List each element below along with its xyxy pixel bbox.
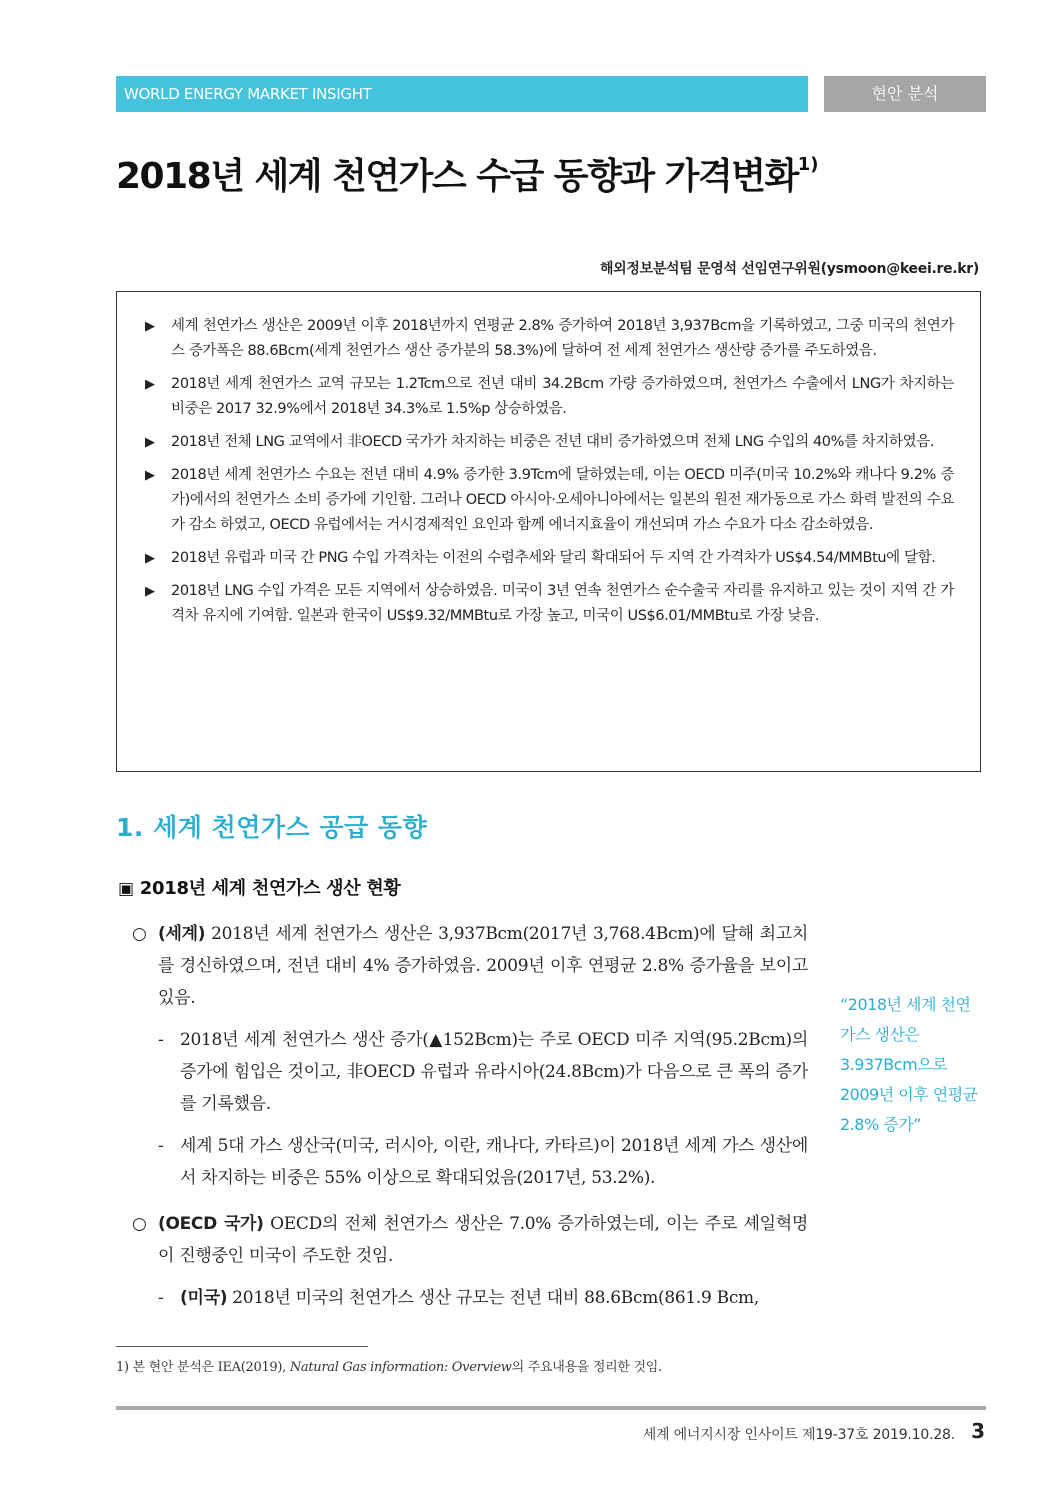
summary-item [145, 430, 954, 455]
body-paragraph-oecd [130, 1208, 808, 1272]
footnote-suffix: 의 주요내용을 정리한 것임. [511, 1360, 662, 1375]
summary-item-text: 2018년 유럽과 미국 간 PNG 수입 가격차는 이전의 수렴추세와 달리 확대되어 두 지역 간 가격차가 US$4.54/MMBtu에 달함. [171, 550, 936, 566]
body-dash-item [130, 1130, 808, 1194]
triangle-right-icon: ▶ [145, 319, 155, 334]
body-column [130, 918, 808, 1324]
triangle-right-icon: ▶ [145, 435, 155, 450]
circle-bullet-icon: ○ [132, 924, 147, 944]
summary-item-text: 2018년 세계 천연가스 교역 규모는 1.2Tcm으로 전년 대비 34.2Bcm 가량 증가하였으며, 천연가스 수출에서 LNG가 차지하는 비중은 2017 32.9%에서 2018년 34.3%로 1.5%p 상승하였음. [171, 376, 954, 417]
footnote-source-title: Natural Gas information: Overview [289, 1360, 512, 1375]
title-footnote-ref[interactable]: 1) [797, 154, 819, 175]
triangle-right-icon: ▶ [145, 584, 155, 599]
triangle-right-icon: ▶ [145, 468, 155, 483]
page-title [116, 148, 819, 199]
dash-item-text: 2018년 세계 천연가스 생산 증가(▲152Bcm)는 주로 OECD 미주 지역(95.2Bcm)의 증가에 힘입은 것이고, 非OECD 유럽과 유라시아(24.8Bcm)가 다음으로 큰 폭의 증가를 기록했음. [180, 1030, 808, 1114]
triangle-right-icon: ▶ [145, 551, 155, 566]
dash-bullet: - [158, 1136, 164, 1156]
summary-item [145, 372, 954, 422]
header-tag-text: 현안 분석 [871, 84, 939, 103]
dash-item-label: (미국) [180, 1288, 228, 1308]
dash-bullet: - [158, 1030, 164, 1050]
summary-box [116, 291, 981, 772]
header-bar-text: WORLD ENERGY MARKET INSIGHT [124, 85, 372, 103]
summary-item-text: 2018년 세계 천연가스 수요는 전년 대비 4.9% 증가한 3.9Tcm에 달하였는데, 이는 OECD 미주(미국 10.2%와 캐나다 9.2% 증가)에서의 천연가스 소비 증가에 기인함. 그러나 OECD 아시아·오세아니아에서는 일본의 원전 재가동으로 가스 화력 발전의 수요가 감소 하였고, OECD 유럽에서는 거시경제적인 요인과 함께 에너지효율이 개선되며 가스 수요가 다소 감소하였음. [171, 467, 954, 533]
dash-bullet: - [158, 1288, 164, 1308]
header-bar [116, 76, 808, 112]
footer-publication: 세계 에너지시장 인사이트 제19-37호 2019.10.28. [642, 1427, 955, 1443]
summary-item [145, 314, 954, 364]
summary-item [145, 463, 954, 538]
summary-item-text: 세계 천연가스 생산은 2009년 이후 2018년까지 연평균 2.8% 증가하여 2018년 3,937Bcm을 기록하였고, 그중 미국의 천연가스 증가폭은 88.6Bcm(세계 천연가스 생산 증가분의 58.3%)에 달하여 전 세계 천연가스 생산량 증가를 주도하였음. [171, 318, 954, 359]
summary-item [145, 546, 954, 571]
section-title: 1. 세계 천연가스 공급 동향 [116, 813, 428, 842]
paragraph-text: 2018년 세계 천연가스 생산은 3,937Bcm(2017년 3,768.4Bcm)에 달해 최고치를 경신하였으며, 전년 대비 4% 증가하였음. 2009년 이후 연평균 2.8% 증가율을 보이고 있음. [158, 924, 808, 1008]
dash-item-text: 세계 5대 가스 생산국(미국, 러시아, 이란, 캐나다, 카타르)이 2018년 세계 가스 생산에서 차지하는 비중은 55% 이상으로 확대되었음(2017년, 53.2%). [180, 1136, 808, 1188]
page-number: 3 [971, 1419, 985, 1443]
subsection-title-text: 2018년 세계 천연가스 생산 현황 [139, 878, 401, 899]
body-dash-item [130, 1024, 808, 1120]
page-title-text: 2018년 세계 천연가스 수급 동향과 가격변화 [116, 156, 798, 197]
footer-divider [116, 1406, 986, 1410]
circle-bullet-icon: ○ [132, 1214, 147, 1234]
author-line: 해외정보분석팀 문영석 선임연구위원(ysmoon@keei.re.kr) [599, 261, 979, 277]
summary-item [145, 579, 954, 629]
pull-quote: “2018년 세계 천연가스 생산은 3.937Bcm으로 2009년 이후 연평균 2.8% 증가” [840, 995, 978, 1134]
footnote [116, 1356, 662, 1375]
paragraph-text: OECD의 전체 천연가스 생산은 7.0% 증가하였는데, 이는 주로 셰일혁명이 진행중인 미국이 주도한 것임. [158, 1214, 808, 1266]
summary-list [145, 314, 954, 629]
paragraph-label: (세계) [158, 924, 206, 944]
header-tag [824, 76, 986, 112]
checkbox-square-icon: ▣ [118, 879, 134, 899]
paragraph-label: (OECD 국가) [158, 1214, 264, 1234]
triangle-right-icon: ▶ [145, 377, 155, 392]
body-dash-item [130, 1282, 808, 1314]
summary-item-text: 2018년 전체 LNG 교역에서 非OECD 국가가 차지하는 비중은 전년 대비 증가하였으며 전체 LNG 수입의 40%를 차지하였음. [171, 434, 935, 450]
subsection-title [118, 874, 401, 900]
footnote-divider [116, 1346, 368, 1347]
body-paragraph-world [130, 918, 808, 1014]
dash-item-text: 2018년 미국의 천연가스 생산 규모는 전년 대비 88.6Bcm(861.9 Bcm, [227, 1288, 759, 1308]
footnote-prefix: 1) 본 현안 분석은 IEA(2019), [116, 1360, 290, 1375]
summary-item-text: 2018년 LNG 수입 가격은 모든 지역에서 상승하였음. 미국이 3년 연속 천연가스 순수출국 자리를 유지하고 있는 것이 지역 간 가격차 유지에 기여함. 일본과 한국이 US$9.32/MMBtu로 가장 높고, 미국이 US$6.01/MMBtu로 가장 낮음. [171, 583, 954, 624]
